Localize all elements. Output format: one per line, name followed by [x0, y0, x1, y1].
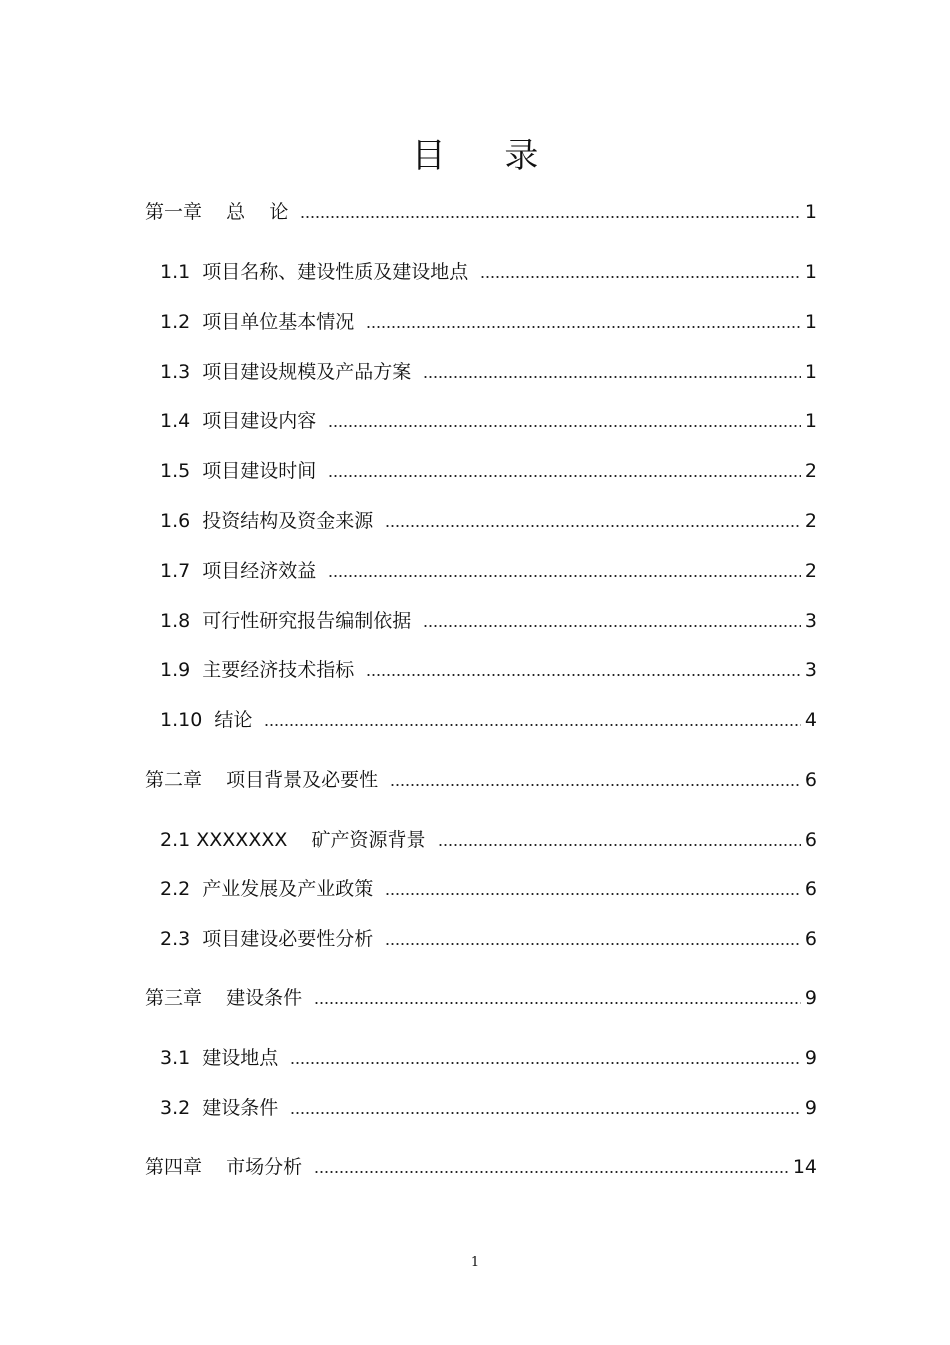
toc-entry-page: 1 [804, 361, 817, 383]
dot-leader [366, 324, 801, 330]
toc-entry-page: 14 [792, 1156, 817, 1178]
toc-entry-1-5[interactable] [160, 458, 817, 484]
toc-entry-1-9[interactable] [160, 657, 817, 683]
toc-entry-page: 9 [804, 1047, 817, 1069]
toc-entry-1-4[interactable] [160, 408, 817, 434]
toc-entry-page: 6 [804, 878, 817, 900]
toc-entry-label: 第三章 建设条件 [145, 987, 303, 1009]
toc-entry-page: 2 [804, 510, 817, 532]
toc-entry-label: 3.1 建设地点 [160, 1047, 279, 1069]
dot-leader [423, 374, 801, 380]
dot-leader [385, 523, 801, 529]
toc-entry-label: 第一章 总 论 [145, 201, 289, 223]
toc-entry-1-7[interactable] [160, 558, 817, 584]
toc-entry-label: 1.1 项目名称、建设性质及建设地点 [160, 261, 469, 283]
dot-leader [264, 722, 801, 728]
toc-entry-2-2[interactable] [160, 876, 817, 902]
toc-entry-page: 1 [804, 201, 817, 223]
page-number: 1 [470, 1255, 480, 1270]
dot-leader [385, 941, 801, 947]
toc-entry-page: 6 [804, 829, 817, 851]
toc-entry-page: 3 [804, 610, 817, 632]
toc-entry-chapter-4[interactable] [145, 1154, 817, 1180]
dot-leader [423, 623, 801, 629]
toc-entry-label: 1.4 项目建设内容 [160, 410, 317, 432]
toc-entry-chapter-1[interactable] [145, 199, 817, 225]
dot-leader [390, 782, 801, 788]
toc-entry-label: 1.7 项目经济效益 [160, 560, 317, 582]
toc-entry-label: 1.10 结论 [160, 709, 253, 731]
toc-entry-page: 2 [804, 460, 817, 482]
toc-entry-chapter-3[interactable] [145, 985, 817, 1011]
dot-leader [290, 1060, 801, 1066]
toc-entry-label: 2.3 项目建设必要性分析 [160, 928, 374, 950]
toc-entry-label: 1.2 项目单位基本情况 [160, 311, 355, 333]
toc-entry-1-1[interactable] [160, 259, 817, 285]
dot-leader [328, 473, 801, 479]
toc-entry-1-6[interactable] [160, 508, 817, 534]
toc-entry-label: 1.5 项目建设时间 [160, 460, 317, 482]
toc-entry-label: 3.2 建设条件 [160, 1097, 279, 1119]
toc-entry-page: 1 [804, 311, 817, 333]
toc-entry-page: 9 [804, 1097, 817, 1119]
toc-entry-1-2[interactable] [160, 309, 817, 335]
toc-entry-1-10[interactable] [160, 707, 817, 733]
toc-entry-page: 1 [804, 261, 817, 283]
toc-entry-1-3[interactable] [160, 359, 817, 385]
dot-leader [328, 573, 801, 579]
toc-entry-3-2[interactable] [160, 1095, 817, 1121]
toc-entry-page: 2 [804, 560, 817, 582]
toc-entry-label: 2.2 产业发展及产业政策 [160, 878, 374, 900]
toc-entry-label: 1.3 项目建设规模及产品方案 [160, 361, 412, 383]
dot-leader [290, 1110, 801, 1116]
toc-entry-3-1[interactable] [160, 1045, 817, 1071]
toc-entry-2-3[interactable] [160, 926, 817, 952]
dot-leader [314, 1169, 789, 1175]
toc-entry-page: 9 [804, 987, 817, 1009]
toc-entry-2-1[interactable] [160, 827, 817, 853]
toc-entry-chapter-2[interactable] [145, 767, 817, 793]
toc-title: 目 录 [411, 136, 563, 176]
toc-entry-label: 第二章 项目背景及必要性 [145, 769, 379, 791]
toc-entry-page: 6 [804, 928, 817, 950]
dot-leader [300, 214, 801, 220]
toc-entry-page: 6 [804, 769, 817, 791]
dot-leader [480, 274, 801, 280]
toc-entry-page: 1 [804, 410, 817, 432]
toc-entry-page: 4 [804, 709, 817, 731]
dot-leader [328, 423, 801, 429]
toc-entry-label: 1.6 投资结构及资金来源 [160, 510, 374, 532]
dot-leader [385, 891, 801, 897]
toc-entry-label: 2.1 XXXXXXX 矿产资源背景 [160, 829, 426, 851]
toc-entry-label: 1.9 主要经济技术指标 [160, 659, 355, 681]
dot-leader [314, 1000, 801, 1006]
toc-entry-label: 第四章 市场分析 [145, 1156, 303, 1178]
toc-entry-label: 1.8 可行性研究报告编制依据 [160, 610, 412, 632]
dot-leader [438, 842, 801, 848]
dot-leader [366, 672, 801, 678]
toc-entry-1-8[interactable] [160, 608, 817, 634]
toc-entry-page: 3 [804, 659, 817, 681]
